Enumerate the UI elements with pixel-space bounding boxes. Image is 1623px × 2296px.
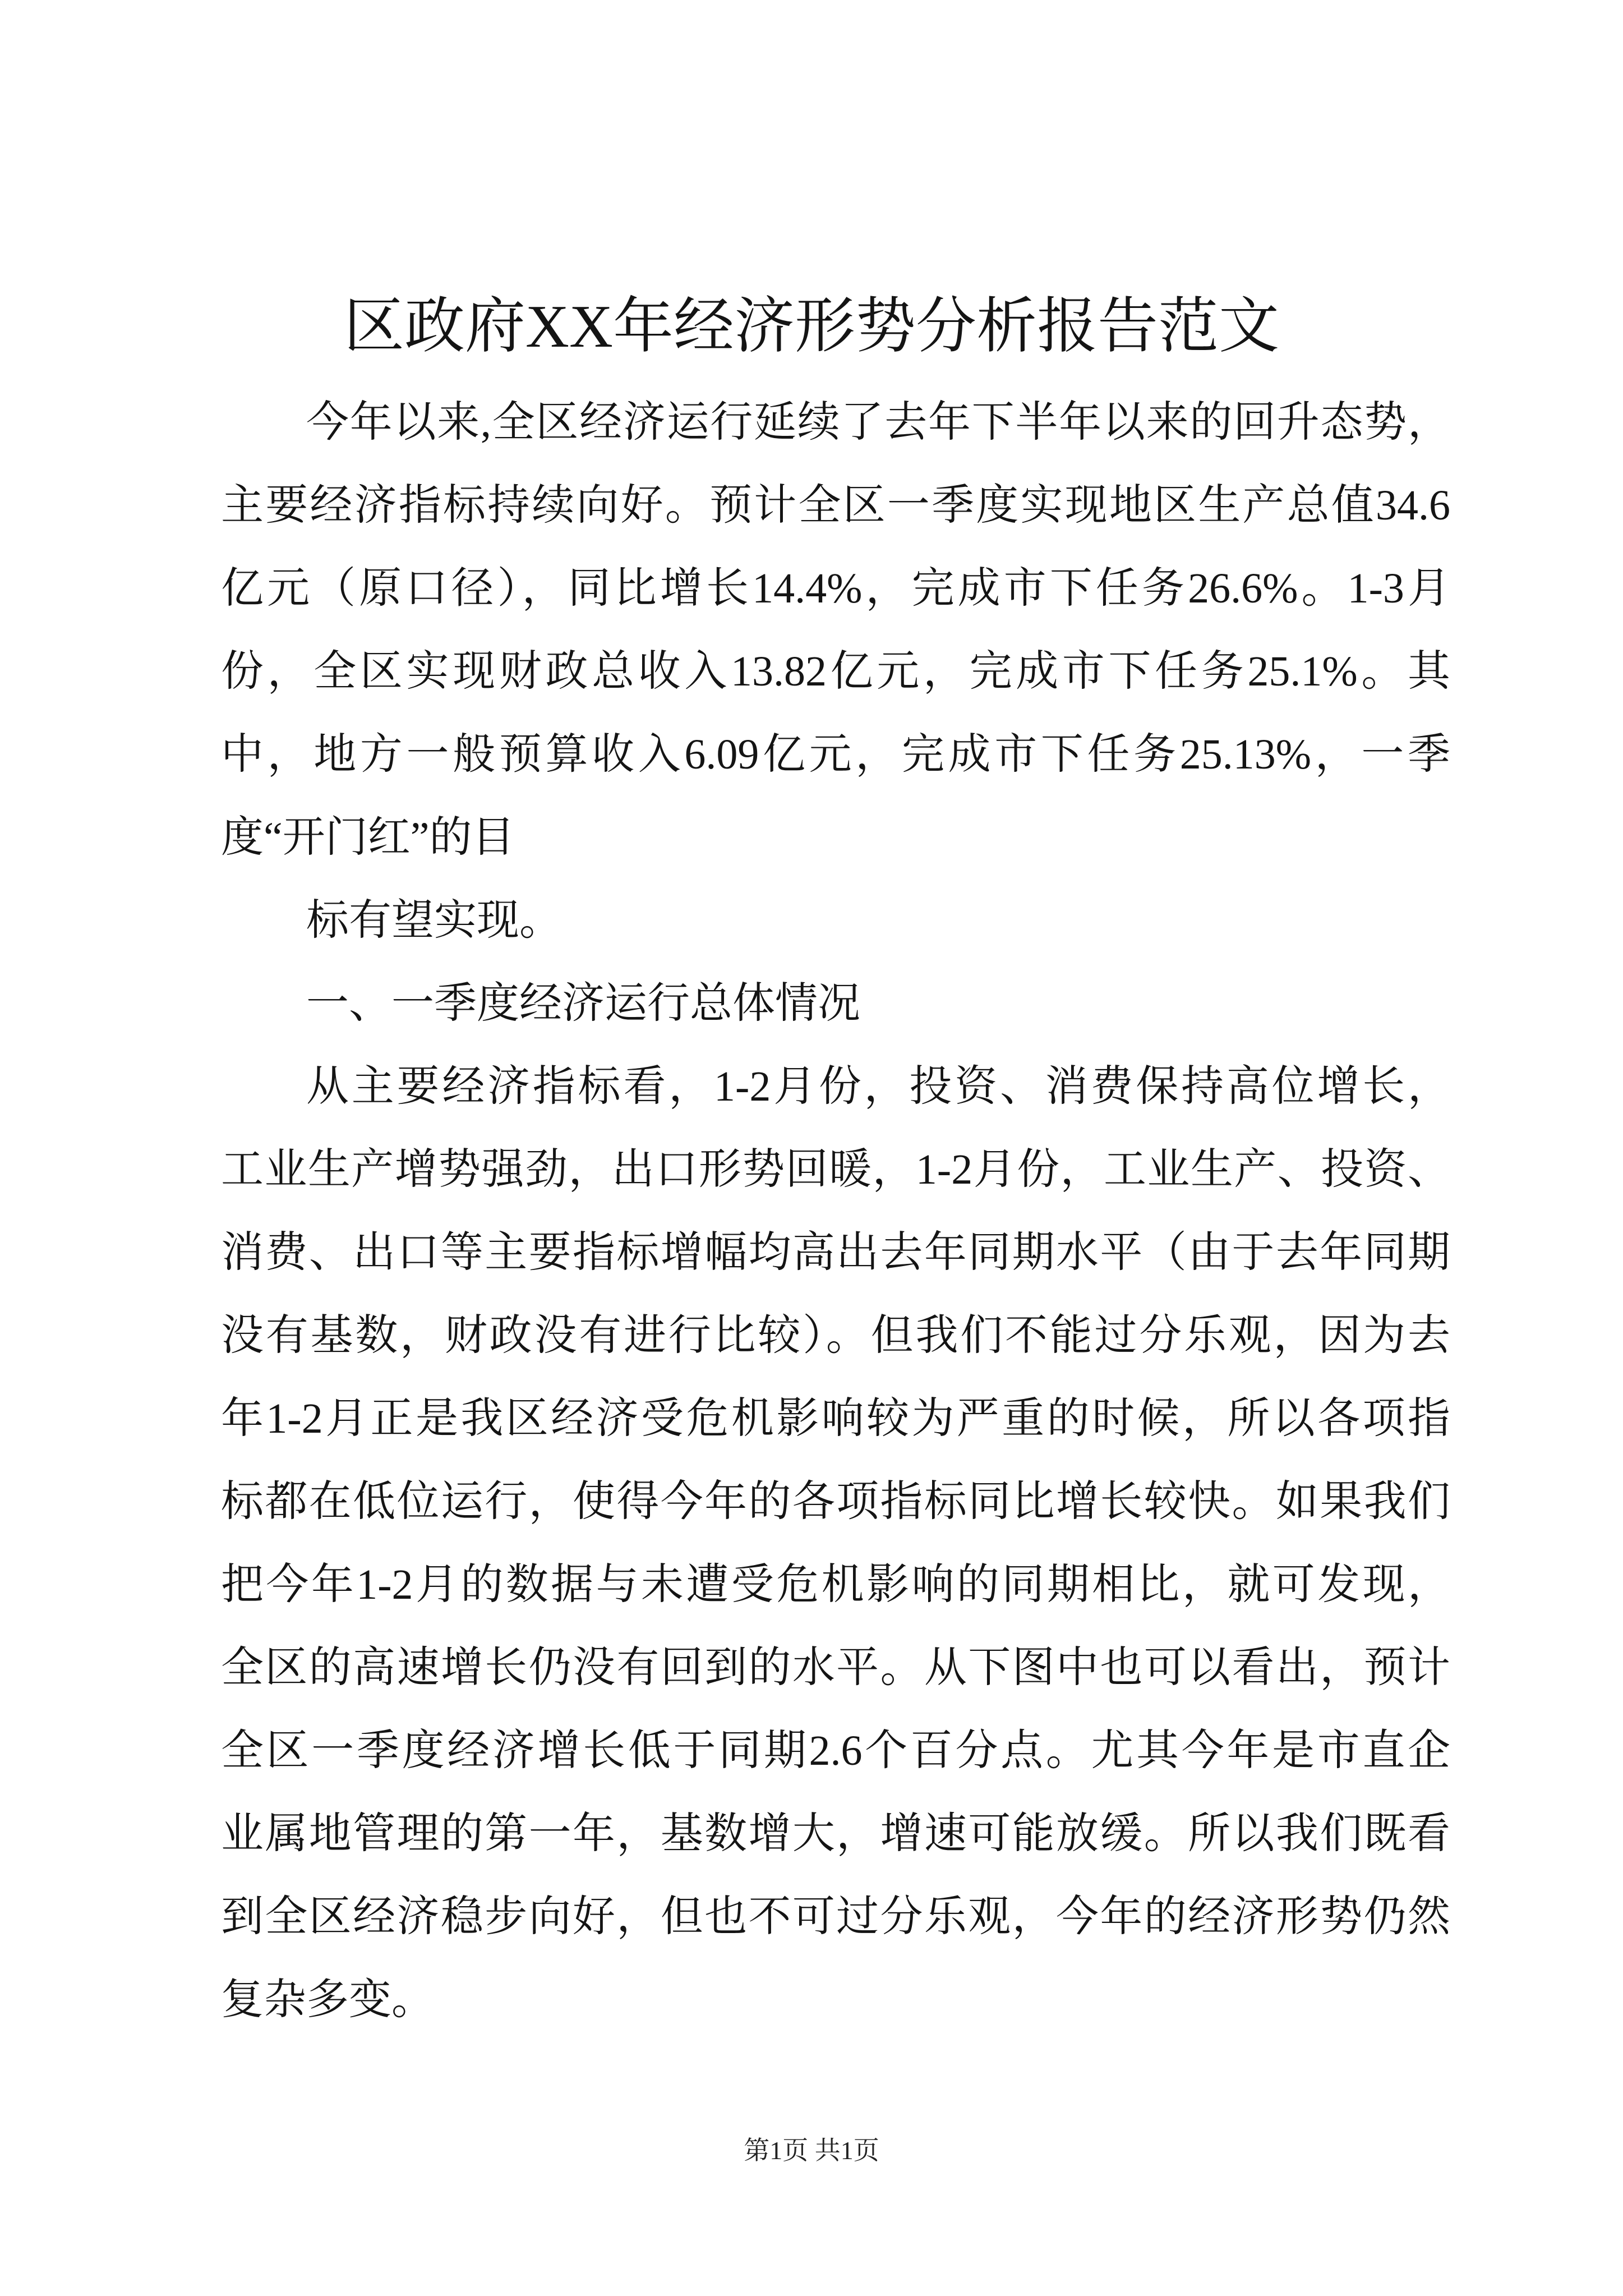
text-line: 消费、出口等主要指标增幅均高出去年同期水平（由于去年同期	[221, 1229, 1450, 1276]
text-line: 全区的高速增长仍没有回到的水平。从下图中也可以看出，预计	[221, 1644, 1450, 1691]
text-line: 标都在低位运行，使得今年的各项指标同比增长较快。如果我们	[221, 1478, 1450, 1525]
text-line: 标有望实现。	[306, 897, 562, 944]
text-line: 业属地管理的第一年，基数增大，增速可能放缓。所以我们既看	[221, 1810, 1450, 1857]
text-line: 主要经济指标持续向好。预计全区一季度实现地区生产总值34.6	[221, 482, 1450, 529]
paragraph-analysis	[221, 1045, 1450, 2041]
text-line: 中，地方一般预算收入6.09亿元，完成市下任务25.13%，一季	[221, 731, 1450, 778]
text-line: 工业生产增势强劲，出口形势回暖，1-2月份，工业生产、投资、	[221, 1146, 1450, 1193]
text-line: 从主要经济指标看，1-2月份，投资、消费保持高位增长，	[306, 1063, 1450, 1110]
text-line: 亿元（原口径），同比增长14.4%，完成市下任务26.6%。1-3月	[221, 565, 1450, 612]
paragraph-continuation	[221, 879, 1450, 962]
text-line: 全区一季度经济增长低于同期2.6个百分点。尤其今年是市直企	[221, 1727, 1450, 1774]
text-line: 年1-2月正是我区经济受危机影响较为严重的时候，所以各项指	[221, 1395, 1450, 1442]
text-line: 把今年1-2月的数据与未遭受危机影响的同期相比，就可发现，	[221, 1561, 1450, 1608]
text-line: 到全区经济稳步向好，但也不可过分乐观，今年的经济形势仍然	[221, 1893, 1450, 1940]
text-line: 今年以来,全区经济运行延续了去年下半年以来的回升态势，	[306, 399, 1450, 446]
text-line: 度“开门红”的目	[221, 814, 515, 861]
paragraph-intro	[221, 381, 1450, 879]
document-body	[221, 381, 1450, 2041]
document-title: 区政府XX年经济形势分析报告范文	[344, 293, 1279, 360]
section-heading	[221, 962, 1450, 1045]
text-line: 没有基数，财政没有进行比较）。但我们不能过分乐观，因为去	[221, 1312, 1450, 1359]
text-line: 份，全区实现财政总收入13.82亿元，完成市下任务25.1%。其	[221, 648, 1450, 695]
text-line: 一、一季度经济运行总体情况	[306, 980, 860, 1027]
page-number-footer: 第1页 共1页	[744, 2136, 879, 2165]
text-line: 复杂多变。	[221, 1976, 434, 2023]
